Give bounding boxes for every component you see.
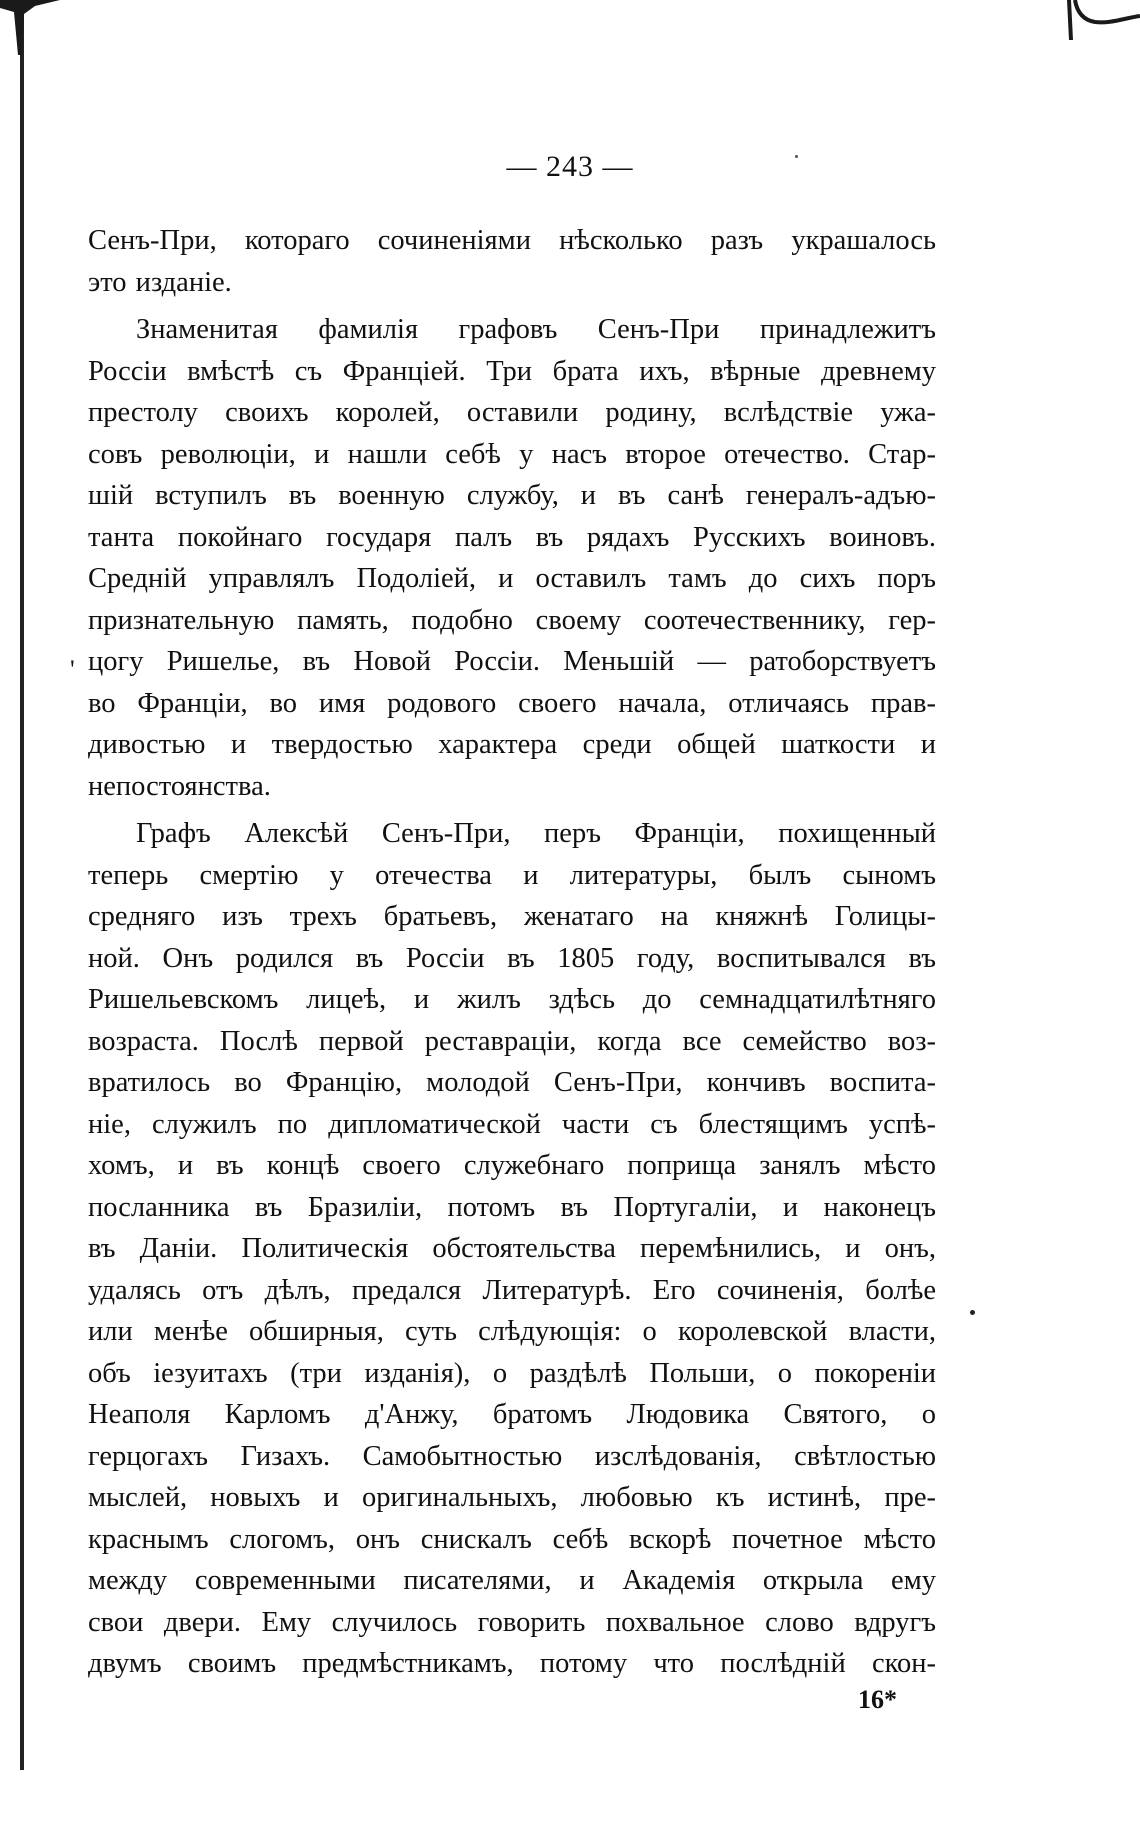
text-line: престолу своихъ королей, оставили родину, вслѣдствіе ужа- [88, 397, 936, 428]
text-line: между современными писателями, и Академія открыла ему [88, 1565, 936, 1596]
text-line: средняго изъ трехъ братьевъ, женатаго на княжнѣ Голицы- [88, 901, 936, 932]
text-line: ной. Онъ родился въ Россіи въ 1805 году, воспитывался въ [88, 942, 936, 974]
text-line: цогу Ришелье, въ Новой Россіи. Меньшій — ратоборствуетъ [88, 646, 936, 677]
speck-mark [970, 1310, 975, 1315]
text-line: во Франціи, во имя родового своего начала, отличаясь прав- [88, 687, 936, 719]
text-line: Россіи вмѣстѣ съ Франціей. Три брата ихъ, вѣрные древнему [88, 355, 936, 387]
text-line: посланника въ Бразиліи, потомъ въ Португаліи, и наконецъ [88, 1191, 936, 1223]
text-line: совъ революціи, и нашли себѣ у насъ второе отечество. Стар- [88, 438, 936, 470]
text-line: возраста. Послѣ первой реставраціи, когда все семейство воз- [88, 1025, 936, 1057]
text-line: Ришельевскомъ лицеѣ, и жилъ здѣсь до семнадцатилѣтняго [88, 984, 936, 1015]
text-line: мыслей, новыхъ и оригинальныхъ, любовью къ истинѣ, пре- [88, 1482, 936, 1513]
text-line: Сенъ-При, котораго сочиненіями нѣсколько разъ украшалось [88, 225, 936, 256]
margin-mark: ' [70, 655, 75, 684]
text-line: это изданіе. [88, 266, 232, 298]
text-line: признательную память, подобно своему соотечественнику, гер- [88, 604, 936, 636]
text-line: Средній управлялъ Подоліей, и оставилъ тамъ до сихъ поръ [88, 563, 936, 594]
scan-corner-top-right [1065, 0, 1140, 60]
text-line: объ іезуитахъ (три изданія), о раздѣлѣ Польши, о покореніи [88, 1357, 936, 1389]
text-line: краснымъ слогомъ, онъ снискалъ себѣ вскорѣ почетное мѣсто [88, 1523, 936, 1555]
text-line: герцогахъ Гизахъ. Самобытностью изслѣдованія, свѣтлостью [88, 1440, 936, 1472]
text-line: танта покойнаго государя палъ въ рядахъ Русскихъ воиновъ. [88, 521, 936, 553]
text-line: удалясь отъ дѣлъ, предался Литературѣ. Его сочиненія, болѣе [88, 1274, 936, 1306]
text-line: теперь смертію у отечества и литературы, былъ сыномъ [88, 859, 936, 891]
text-line: вратилось во Францію, молодой Сенъ-При, кончивъ воспита- [88, 1067, 936, 1098]
body-text [88, 220, 936, 1685]
text-line: Неаполя Карломъ д'Анжу, братомъ Людовика Святого, о [88, 1399, 936, 1430]
text-line: Знаменитая фамилія графовъ Сенъ-При принадлежитъ [136, 314, 936, 345]
text-line: двумъ своимъ предмѣстникамъ, потому что послѣдній скон- [88, 1648, 936, 1679]
text-line: ніе, служилъ по дипломатической части съ блестящимъ успѣ- [88, 1108, 936, 1140]
scan-corner-top-left [0, 0, 70, 55]
text-line: въ Даніи. Политическія обстоятельства перемѣнились, и онъ, [88, 1233, 936, 1264]
scan-edge-left [20, 0, 24, 1770]
text-line: шій вступилъ въ военную службу, и въ санѣ генералъ-адъю- [88, 480, 936, 511]
text-line: непостоянства. [88, 770, 271, 802]
page-number: — 243 — [506, 150, 634, 183]
text-line: дивостью и твердостью характера среди общей шаткости и [88, 729, 936, 760]
text-line: или менѣе обширныя, суть слѣдующія: о королевской власти, [88, 1316, 936, 1347]
signature-mark: 16* [858, 1685, 897, 1714]
text-line: хомъ, и въ концѣ своего служебнаго поприща занялъ мѣсто [88, 1150, 936, 1181]
text-line: Графъ Алексѣй Сенъ-При, перъ Франціи, похищенный [136, 818, 936, 849]
text-line: свои двери. Ему случилось говорить похвальное слово вдругъ [88, 1606, 936, 1638]
